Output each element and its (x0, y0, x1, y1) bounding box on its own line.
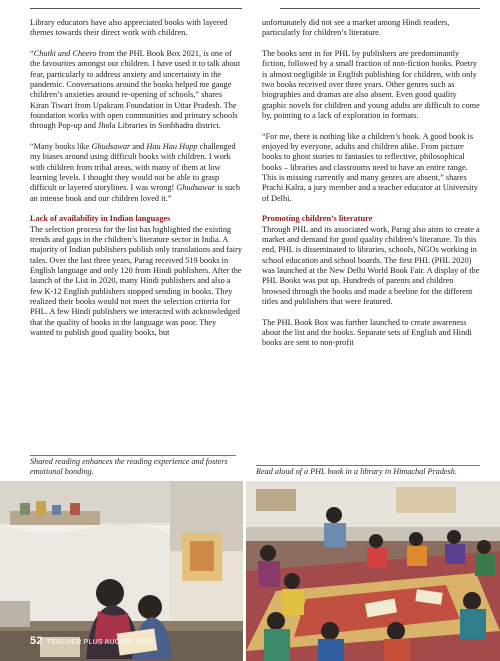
right-text-column (262, 18, 480, 359)
book-title: Ghudsawar (176, 183, 216, 193)
book-title: Hau Hau Hupp (146, 142, 198, 152)
paragraph: The books sent in for PHL by publishers are predominantly fiction, followed by a small fraction of non-fiction books. Poetry is almost negligible in English publishing for children, with only two books received over three years. Other genres such as biographies and dramas are also absent. Even good quality graphic novels for children and young adults are difficult to come by, pointing to a lack of exploration in formats. (262, 48, 480, 121)
book-title: Chutki and Cheero (33, 48, 97, 58)
photo-caption-right: Read aloud of a PHL book in a library in Himachal Pradesh. (256, 467, 457, 476)
page-number: 52 (30, 635, 43, 647)
left-text-column (30, 18, 242, 349)
photo-caption-left: Shared reading enhances the reading experience and fosters emotional bonding. (30, 457, 228, 477)
photo-shared-reading (0, 481, 243, 661)
section-heading: Promoting children’s literature (262, 214, 373, 224)
book-title: Ghudsawar (91, 142, 131, 152)
paragraph: “Many books like Ghudsawar and Hau Hau Hupp challenged my biases around using difficult books with children. I work with children from tribal areas, with many of them at low learning levels. I thought they would not be able to grasp difficult or layered storylines. I was wrong! Ghudsawar is such an intense book and our children loved it.” (30, 142, 241, 203)
paragraph: Through PHL and its associated work, Parag also aims to create a market and demand for good quality children’s literature. To this end, PHL is disseminated to libraries, schools, NGOs working in school education and school boards. The first PHL (PHL 2020) was launched at the New Delhi World Book Fair. A display of the PHL Books was put up. Hundreds of parents and children browsed through the books and made a beeline for the different titles and publishers that were featured. (262, 224, 480, 307)
page-footer (30, 635, 153, 647)
photo-read-aloud (246, 481, 500, 661)
caption-rule (256, 465, 480, 466)
top-rule (30, 8, 480, 9)
paragraph: The PHL Book Box was further launched to create awareness about the list and the books. Separate sets of English and Hindi books are sent to non-profit (262, 317, 472, 348)
paragraph: The selection process for the list has highlighted the existing trends and gaps in the children’s literature sector in India. A majority of Indian publishers publish only translations and fairy tales. Over the last three years, Parag received 519 books in English language and only 120 from Hindi publishers. After the launch of the List in 2020, many Hindi publishers and also a few K-12 English publishers stopped sending in books. They realized their books would not meet the selection criteria for PHL. A few Hindi publishers we interacted with acknowledged that the quality of books in the language was poor. They wanted to publish good quality books, but (30, 224, 242, 338)
section-heading: Lack of availability in Indian languages (30, 214, 171, 224)
paragraph: “For me, there is nothing like a children’s book. A good book is enjoyed by everyone, adults and children alike. From picture books to ghost stories to fantasies to reflective, philosophical books – libraries and classrooms need to have an entire range. This is missing currently and many genres are absent,” shares Prachi Kalra, a jury member and a teacher educator at University of Delhi. (262, 131, 478, 203)
magazine-issue: TEACHER PLUS AUGUST 2022 (46, 639, 154, 646)
paragraph: unfortunately did not see a market among Hindi readers, particularly for children’s literature. (262, 18, 450, 38)
paragraph: Library educators have also appreciated books with layered themes towards their direct work with children. (30, 18, 228, 38)
paragraph: “Chutki and Cheero from the PHL Book Box 2021, is one of the favourites amongst our children. I have used it to talk about fear, particularly to address anxiety and uncertainty in the pandemic. Conversations around the books helped me gauge children’s anxieties around re-opening of schools,” shares Kiran Tiwari from Upakram Foundation in Uttar Pradesh. The foundation works with open communities and primary schools through Pop-up and Jhola Libraries in Sonbhadra district. (30, 48, 241, 131)
caption-rule (30, 455, 236, 456)
